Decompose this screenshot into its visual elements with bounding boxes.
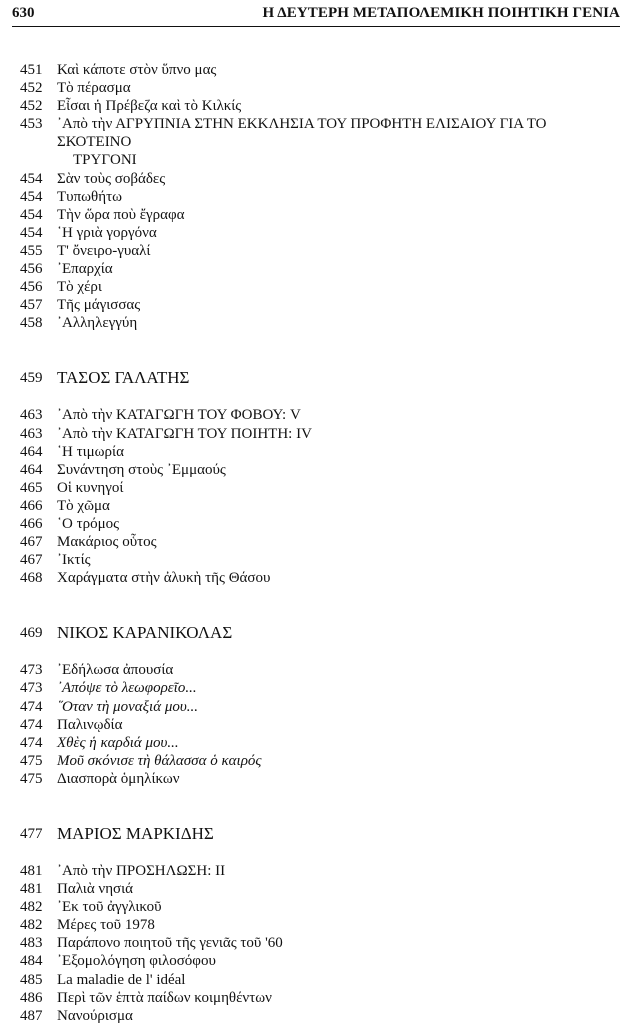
toc-entry: [20, 934, 620, 952]
entry-page: 457: [20, 297, 43, 314]
entry-page: 456: [20, 279, 43, 296]
toc-entry: [20, 115, 620, 169]
author-page: 469: [20, 625, 43, 642]
entry-title: Οἱ κυνηγοί: [57, 479, 124, 496]
entry-title: Χθὲς ἡ καρδιά μου...: [57, 734, 179, 751]
entry-page: 454: [20, 188, 43, 205]
entry-page: 468: [20, 570, 43, 587]
entry-page: 475: [20, 752, 43, 769]
toc-entry: [20, 569, 620, 587]
entry-page: 454: [20, 170, 43, 187]
entry-page: 487: [20, 1007, 43, 1024]
toc-entry: [20, 242, 620, 260]
entry-title: Χαράγματα στὴν ἀλυκὴ τῆς Θάσου: [57, 570, 271, 587]
toc-entry: [20, 170, 620, 188]
entry-page: 456: [20, 261, 43, 278]
entry-title: Τὸ χῶμα: [57, 497, 110, 514]
entry-title: Μοῦ σκόνισε τὴ θάλασσα ὁ καιρός: [57, 752, 262, 769]
toc-entry: [20, 314, 620, 332]
entry-title: ᾿Απὸ τὴν ΚΑΤΑΓΩΓΗ ΤΟΥ ΦΟΒΟΥ: V: [57, 407, 301, 424]
entry-page: 451: [20, 62, 43, 78]
toc-entry: [20, 862, 620, 880]
entry-title: Καὶ κάποτε στὸν ὕπνο μας: [57, 62, 217, 78]
toc-entry: [20, 188, 620, 206]
entry-page: 452: [20, 98, 43, 115]
entry-title: ᾿Απὸ τὴν ΑΓΡΥΠΝΙΑ ΣΤΗΝ ΕΚΚΛΗΣΙΑ ΤΟΥ ΠΡΟΦΗΤΗ ΕΛΙΣΑΙΟΥ ΓΙΑ ΤΟ ΣΚΟΤΕΙΝΟ: [57, 116, 547, 151]
entry-title: ᾿Ικτίς: [57, 552, 91, 569]
toc-entry: [20, 679, 620, 697]
entry-title: ᾿Απὸ τὴν ΚΑΤΑΓΩΓΗ ΤΟΥ ΠΟΙΗΤΗ: IV: [57, 425, 312, 442]
author-name: ΜΑΡΙΟΣ ΜΑΡΚΙΔΗΣ: [57, 824, 214, 843]
entry-page: 464: [20, 461, 43, 478]
entry-title: Περὶ τῶν ἑπτὰ παίδων κοιμηθέντων: [57, 989, 272, 1006]
entry-page: 453: [20, 116, 43, 133]
author-name: ΝΙΚΟΣ ΚΑΡΑΝΙΚΟΛΑΣ: [57, 623, 233, 643]
entry-page: 463: [20, 425, 43, 442]
toc-entry: [20, 770, 620, 788]
toc-entry: [20, 989, 620, 1007]
entry-title: Διασπορὰ ὁμηλίκων: [57, 770, 180, 787]
entry-page: 473: [20, 662, 43, 679]
entry-title: Συνάντηση στοὺς ᾿Εμμαούς: [57, 461, 226, 478]
toc-entry: [20, 734, 620, 752]
entry-page: 475: [20, 770, 43, 787]
entry-page: 463: [20, 407, 43, 424]
entry-page: 474: [20, 716, 43, 733]
author-page: 477: [20, 826, 43, 842]
entry-page: 484: [20, 953, 43, 970]
entry-page: 482: [20, 917, 43, 934]
entry-title: Τῆς μάγισσας: [57, 297, 141, 314]
entry-page: 464: [20, 443, 43, 460]
entry-title: ᾿Εκ τοῦ ἀγγλικοῦ: [57, 899, 162, 916]
entry-title: Παλιὰ νησιά: [57, 881, 134, 898]
entry-page: 486: [20, 989, 43, 1006]
entry-title: ᾿Επαρχία: [57, 261, 113, 278]
entry-title: Παλινῳδία: [57, 716, 123, 733]
entry-page: 481: [20, 881, 43, 898]
toc-entry: [20, 952, 620, 970]
entry-page: 473: [20, 680, 43, 697]
entry-page: 465: [20, 479, 43, 496]
toc-entry: [20, 425, 620, 443]
entry-page: 452: [20, 80, 43, 97]
entry-title: Παράπονο ποιητοῦ τῆς γενιᾶς τοῦ '60: [57, 935, 283, 952]
toc-entry: [20, 224, 620, 242]
entry-title: Τὸ χέρι: [57, 279, 102, 296]
page-number: 630: [12, 5, 35, 21]
entry-page: 467: [20, 534, 43, 551]
entry-title: ᾿Αλληλεγγύη: [57, 315, 138, 332]
toc-entry: [20, 515, 620, 533]
toc-entry: [20, 206, 620, 224]
running-header: [12, 5, 620, 27]
toc-entry: [20, 752, 620, 770]
table-of-contents: [20, 61, 620, 1025]
toc-entry: [20, 260, 620, 278]
toc-entry: [20, 716, 620, 734]
entry-title: Εἶσαι ἡ Πρέβεζα καὶ τὸ Κιλκίς: [57, 98, 242, 115]
entry-title: Μέρες τοῦ 1978: [57, 917, 155, 934]
entry-page: 466: [20, 497, 43, 514]
entry-title: La maladie de l' idéal: [57, 971, 186, 988]
toc-entry: [20, 497, 620, 515]
entry-title: ᾿Εδήλωσα ἀπουσία: [57, 662, 174, 679]
toc-entry: [20, 916, 620, 934]
entry-title: ᾿Απόψε τὸ λεωφορεῖο...: [57, 680, 197, 697]
toc-entry: [20, 1007, 620, 1025]
author-name: ΤΑΣΟΣ ΓΑΛΑΤΗΣ: [57, 368, 190, 388]
entry-page: 454: [20, 224, 43, 241]
entry-title: Τὴν ὥρα ποὺ ἔγραφα: [57, 206, 185, 223]
entry-title-continuation: ΤΡΥΓΟΝΙ: [73, 152, 137, 169]
entry-page: 458: [20, 315, 43, 332]
entry-title: ῞Οταν τὴ μοναξιά μου...: [57, 698, 198, 715]
author-page: 459: [20, 370, 43, 387]
entry-page: 467: [20, 552, 43, 569]
toc-entry: [20, 479, 620, 497]
entry-title: ᾿Εξομολόγηση φιλοσόφου: [57, 953, 216, 970]
entry-page: 474: [20, 734, 43, 751]
entry-title: Τὸ πέρασμα: [57, 80, 131, 97]
author-heading: [20, 623, 620, 643]
toc-entry: [20, 278, 620, 296]
toc-entry: [20, 443, 620, 461]
entry-title: Νανούρισμα: [57, 1007, 133, 1024]
toc-entry: [20, 698, 620, 716]
header-rule: [12, 26, 620, 27]
toc-entry: [20, 406, 620, 424]
running-title: Η ΔΕΥΤΕΡΗ ΜΕΤΑΠΟΛΕΜΙΚΗ ΠΟΙΗΤΙΚΗ ΓΕΝΙΑ: [262, 5, 620, 21]
entry-page: 474: [20, 698, 43, 715]
toc-entry: [20, 898, 620, 916]
entry-title: Τ' ὄνειρο-γυαλί: [57, 242, 151, 259]
entry-page: 455: [20, 242, 43, 259]
toc-entry: [20, 461, 620, 479]
author-heading: [20, 368, 620, 388]
toc-entry: [20, 971, 620, 989]
toc-entry: [20, 296, 620, 314]
entry-page: 485: [20, 971, 43, 988]
toc-entry: [20, 79, 620, 97]
toc-entry: [20, 880, 620, 898]
entry-title: ῾Η τιμωρία: [57, 443, 124, 460]
entry-page: 482: [20, 899, 43, 916]
entry-title-block: [57, 115, 620, 169]
entry-title: Μακάριος οὗτος: [57, 534, 157, 551]
toc-entry: [20, 533, 620, 551]
toc-entry: [20, 61, 620, 79]
entry-title: ῾Η γριὰ γοργόνα: [57, 224, 157, 241]
entry-page: 483: [20, 935, 43, 952]
entry-title: ᾿Απὸ τὴν ΠΡΟΣΗΛΩΣΗ: ΙΙ: [57, 863, 226, 879]
entry-title: Τυπωθήτω: [57, 188, 122, 205]
entry-page: 454: [20, 206, 43, 223]
toc-entry: [20, 551, 620, 569]
entry-page: 481: [20, 863, 43, 879]
author-heading: [20, 824, 620, 844]
toc-entry: [20, 661, 620, 679]
entry-title: ῾Ο τρόμος: [57, 515, 120, 532]
toc-entry: [20, 97, 620, 115]
entry-title: Σὰν τοὺς σοβάδες: [57, 170, 166, 187]
entry-page: 466: [20, 515, 43, 532]
